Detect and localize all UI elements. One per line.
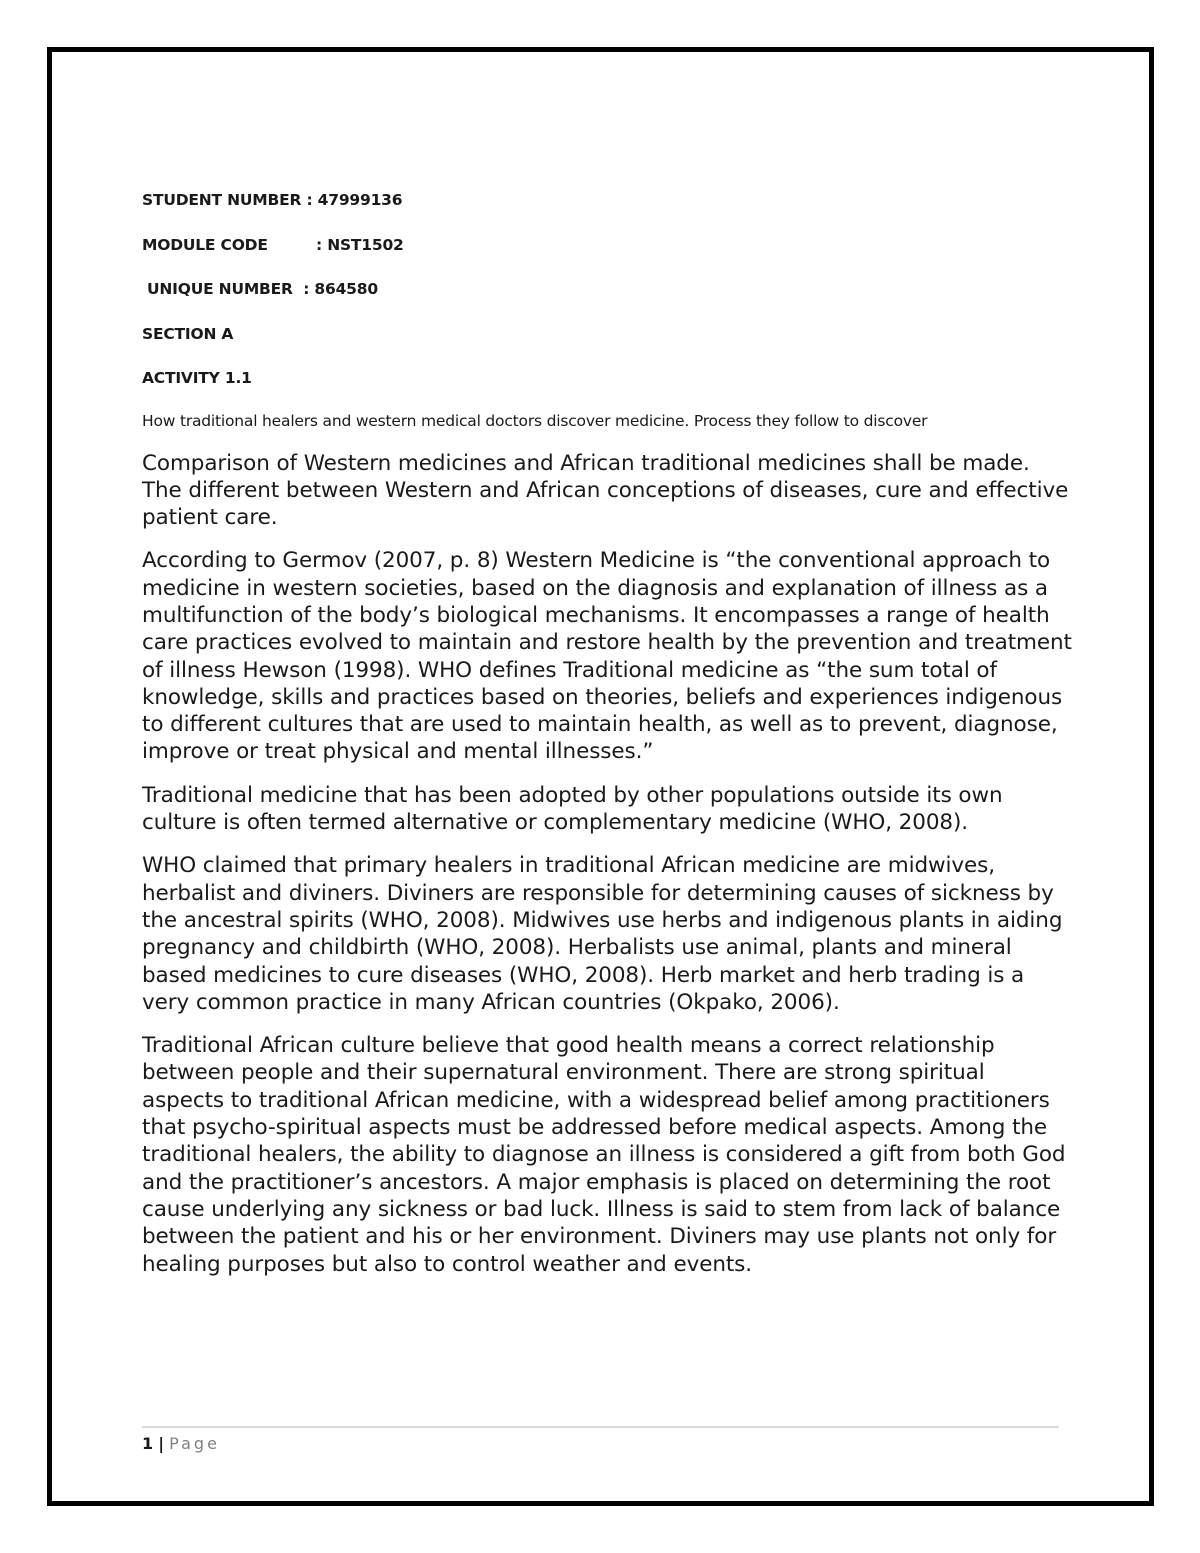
intro-question: How traditional healers and western medical doctors discover medicine. Process they follow to discover: [142, 411, 928, 430]
paragraph-comparison: Comparison of Western medicines and African traditional medicines shall be made. The different between Western and African conceptions of diseases, cure and effective patient care.: [142, 450, 1069, 531]
paragraph-healers: WHO claimed that primary healers in traditional African medicine are midwives, herbalist and diviners. Diviners are responsible for determining causes of sickness by the ancestral spirits (WHO, 2008). Midwives use herbs and indigenous plants in aiding pregnancy and childbirth (WHO, 2008). Herbalists use animal, plants and mineral based medicines to cure diseases (WHO, 2008). Herb market and herb trading is a very common practice in many African countries (Okpako, 2006).: [142, 853, 1063, 1015]
page-footer: [142, 1432, 220, 1456]
unique-number-label: UNIQUE NUMBER: [147, 280, 293, 298]
student-number-label: STUDENT NUMBER: [142, 191, 302, 209]
student-number-value: : 47999136: [306, 191, 403, 209]
module-code-line: [142, 231, 1072, 276]
paragraph-definitions: According to Germov (2007, p. 8) Western Medicine is “the conventional approach to medicine in western societies, based on the diagnosis and explanation of illness as a multifunction of the body’s biological mechanisms. It encompasses a range of health care practices evolved to maintain and restore health by the prevention and treatment of illness Hewson (1998). WHO defines Traditional medicine as “the sum total of knowledge, skills and practices based on theories, beliefs and experiences indigenous to different cultures that are used to maintain health, as well as to prevent, diagnose, improve or treat physical and mental illnesses.”: [142, 548, 1072, 765]
module-code-value: : NST1502: [316, 235, 404, 254]
document-content: [142, 186, 1072, 1278]
page-label: Page: [169, 1434, 220, 1453]
section-heading: SECTION A: [142, 324, 234, 343]
paragraph-african-culture: Traditional African culture believe that good health means a correct relationship between people and their supernatural environment. There are strong spiritual aspects to traditional African medicine, with a widespread belief among practitioners that psycho-spiritual aspects must be addressed before medical aspects. Among the traditional healers, the ability to diagnose an illness is considered a gift from both God and the practitioner’s ancestors. A major emphasis is placed on determining the root cause underlying any sickness or bad luck. Illness is said to stem from lack of balance between the patient and his or her environment. Diviners may use plants not only for healing purposes but also to control weather and events.: [142, 1033, 1066, 1277]
module-code-label: MODULE CODE: [142, 235, 268, 254]
footer-divider: [142, 1426, 1059, 1428]
footer-separator: |: [158, 1434, 165, 1453]
paragraph-alternative-medicine: Traditional medicine that has been adopted by other populations outside its own culture is often termed alternative or complementary medicine (WHO, 2008).: [142, 782, 1003, 836]
unique-number-line: [142, 275, 1072, 320]
page-number: 1: [142, 1434, 154, 1453]
activity-heading: ACTIVITY 1.1: [142, 369, 252, 387]
unique-number-value: : 864580: [303, 280, 378, 298]
student-number-line: [142, 186, 1072, 231]
